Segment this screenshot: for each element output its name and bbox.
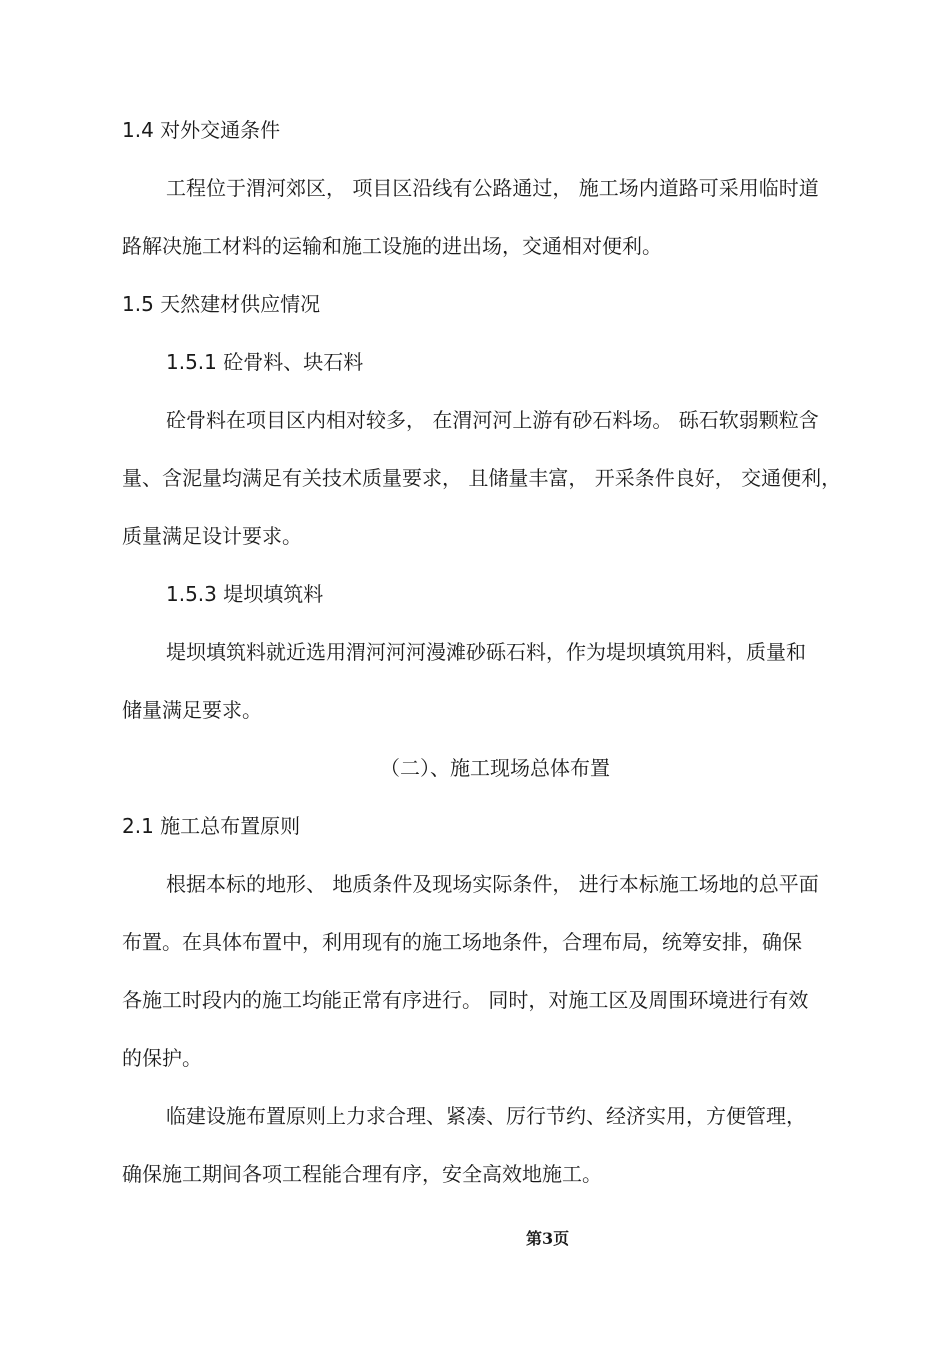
section-1-4-para-line-1: 工程位于渭河郊区， 项目区沿线有公路通过， 施工场内道路可采用临时道	[166, 176, 819, 200]
section-1-4-para-line-2: 路解决施工材料的运输和施工设施的进出场，交通相对便利。	[122, 234, 662, 258]
section-2-1-para-2-line-2: 确保施工期间各项工程能合理有序，安全高效地施工。	[122, 1162, 602, 1186]
section-2-1-para-1-line-1: 根据本标的地形、 地质条件及现场实际条件， 进行本标施工场地的总平面	[166, 872, 819, 896]
section-1-5-3-para-line-1: 堤坝填筑料就近选用渭河河河漫滩砂砾石料，作为堤坝填筑用料，质量和	[166, 640, 806, 664]
section-1-5-1-heading: 1.5.1 砼骨料、块石料	[166, 350, 364, 374]
section-2-1-heading: 2.1 施工总布置原则	[122, 814, 301, 838]
section-1-4-heading: 1.4 对外交通条件	[122, 118, 281, 142]
section-2-1-para-1-line-4: 的保护。	[122, 1046, 202, 1070]
section-1-5-heading: 1.5 天然建材供应情况	[122, 292, 321, 316]
chapter-2-title: （二）、施工现场总体布置	[380, 756, 610, 780]
section-2-1-para-2-line-1: 临建设施布置原则上力求合理、紧凑、厉行节约、经济实用，方便管理，	[166, 1104, 806, 1128]
section-1-5-1-para-line-2: 量、含泥量均满足有关技术质量要求， 且储量丰富， 开采条件良好， 交通便利，	[122, 466, 842, 490]
section-1-5-1-para-line-3: 质量满足设计要求。	[122, 524, 302, 548]
section-2-1-para-1-line-3: 各施工时段内的施工均能正常有序进行。 同时，对施工区及周围环境进行有效	[122, 988, 809, 1012]
section-1-5-1-para-line-1: 砼骨料在项目区内相对较多， 在渭河河上游有砂石料场。 砾石软弱颗粒含	[166, 408, 819, 432]
section-1-5-3-para-line-2: 储量满足要求。	[122, 698, 262, 722]
section-2-1-para-1-line-2: 布置。在具体布置中，利用现有的施工场地条件，合理布局，统筹安排，确保	[122, 930, 802, 954]
section-1-5-3-heading: 1.5.3 堤坝填筑料	[166, 582, 324, 606]
page-number: 第3页	[526, 1229, 570, 1248]
